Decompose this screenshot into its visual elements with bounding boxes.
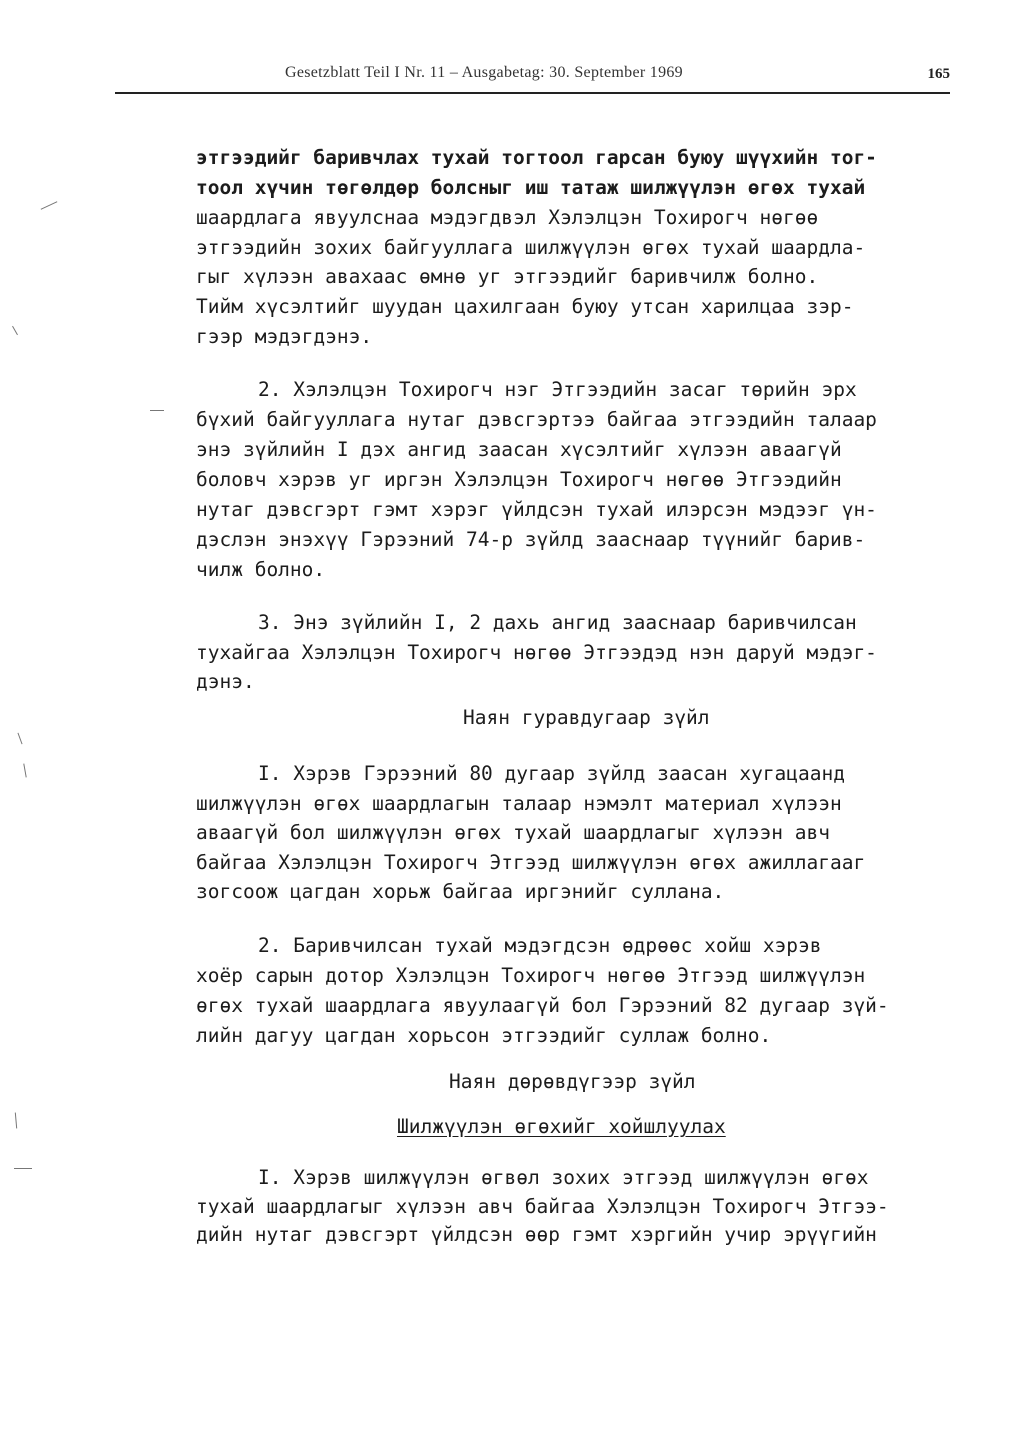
paragraph-6-line: дийн нутаг дэвсгэрт үйлдсэн өөр гэмт хэргийн учир эрүүгийн [196, 1223, 877, 1246]
page-number: 165 [927, 66, 950, 82]
paragraph-2-line: нутаг дэвсгэрт гэмт хэрэг үйлдсэн тухай илэрсэн мэдээг үн- [196, 498, 877, 521]
article-subheading: Шилжүүлэн өгөхийг хойшлуулах [397, 1115, 726, 1138]
paragraph-5-line: хоёр сарын дотор Хэлэлцэн Тохирогч нөгөө Этгээд шилжүүлэн [196, 964, 866, 987]
paragraph-6-line: тухай шаардлагыг хүлээн авч байгаа Хэлэлцэн Тохирогч Этгээ- [196, 1195, 889, 1218]
article-heading: Наян гуравдугаар зүйл [463, 706, 710, 729]
paragraph-3-line: дэнэ. [196, 670, 255, 693]
paragraph-4-line: зогсоож цагдан хорьж байгаа иргэнийг суллана. [196, 880, 725, 903]
paragraph-6-line: I. Хэрэв шилжүүлэн өгвөл зохих этгээд шилжүүлэн өгөх [258, 1166, 869, 1189]
paragraph-1-line: гыг хүлээн авахаас өмнө уг этгээдийг баривчилж болно. [196, 265, 819, 288]
paragraph-1-line: этгээдийг баривчлах тухай тогтоол гарсан буюу шүүхийн тог- [196, 146, 877, 169]
scan-mark [150, 410, 164, 411]
paragraph-3-line: 3. Энэ зүйлийн I, 2 дахь ангид зааснаар баривчилсан [258, 611, 857, 634]
paragraph-5-line: 2. Баривчилсан тухай мэдэгдсэн өдрөөс хойш хэрэв [258, 934, 822, 957]
paragraph-5-line: өгөх тухай шаардлага явуулаагүй бол Гэрээний 82 дугаар зүй- [196, 994, 889, 1017]
paragraph-4-line: I. Хэрэв Гэрээний 80 дугаар зүйлд заасан хугацаанд [258, 762, 845, 785]
paragraph-2-line: энэ зүйлийн I дэх ангид заасан хүсэлтийг хүлээн аваагүй [196, 438, 842, 461]
paragraph-3-line: тухайгаа Хэлэлцэн Тохирогч нөгөө Этгээдэд нэн даруй мэдэг- [196, 641, 877, 664]
header-title: Gesetzblatt Teil I Nr. 11 – Ausgabetag: 30. September 1969 [285, 64, 683, 81]
article-heading: Наян дөрөвдүгээр зүйл [449, 1070, 696, 1093]
paragraph-1-line: гээр мэдэгдэнэ. [196, 325, 373, 348]
paragraph-5-line: лийн дагуу цагдан хорьсон этгээдийг суллаж болно. [196, 1024, 772, 1047]
paragraph-2-line: чилж болно. [196, 558, 326, 581]
paragraph-4-line: аваагүй бол шилжүүлэн өгөх тухай шаардлагыг хүлээн авч [196, 821, 830, 844]
scan-mark [14, 1168, 32, 1169]
paragraph-1-line: этгээдийн зохих байгууллага шилжүүлэн өгөх тухай шаардла- [196, 236, 866, 259]
paragraph-1-line: шаардлага явуулснаа мэдэгдвэл Хэлэлцэн Тохирогч нөгөө [196, 206, 819, 229]
paragraph-4-line: байгаа Хэлэлцэн Тохирогч Этгээд шилжүүлэн өгөх ажиллагааг [196, 851, 866, 874]
paragraph-2-line: 2. Хэлэлцэн Тохирогч нэг Этгээдийн засаг төрийн эрх [258, 378, 857, 401]
paragraph-1-line: тоол хүчин төгөлдөр болсныг иш татаж шилжүүлэн өгөх тухай [196, 176, 866, 199]
paragraph-1-line: Тийм хүсэлтийг шуудан цахилгаан буюу утсан харилцаа зэр- [196, 295, 854, 318]
paragraph-2-line: бүхий байгууллага нутаг дэвсгэртээ байгаа этгээдийн талаар [196, 408, 877, 431]
paragraph-2-line: дэслэн энэхүү Гэрээний 74-р зүйлд зааснаар түүнийг барив- [196, 528, 866, 551]
paragraph-2-line: боловч хэрэв уг иргэн Хэлэлцэн Тохирогч нөгөө Этгээдийн [196, 468, 842, 491]
paragraph-4-line: шилжүүлэн өгөх шаардлагын талаар нэмэлт материал хүлээн [196, 792, 842, 815]
